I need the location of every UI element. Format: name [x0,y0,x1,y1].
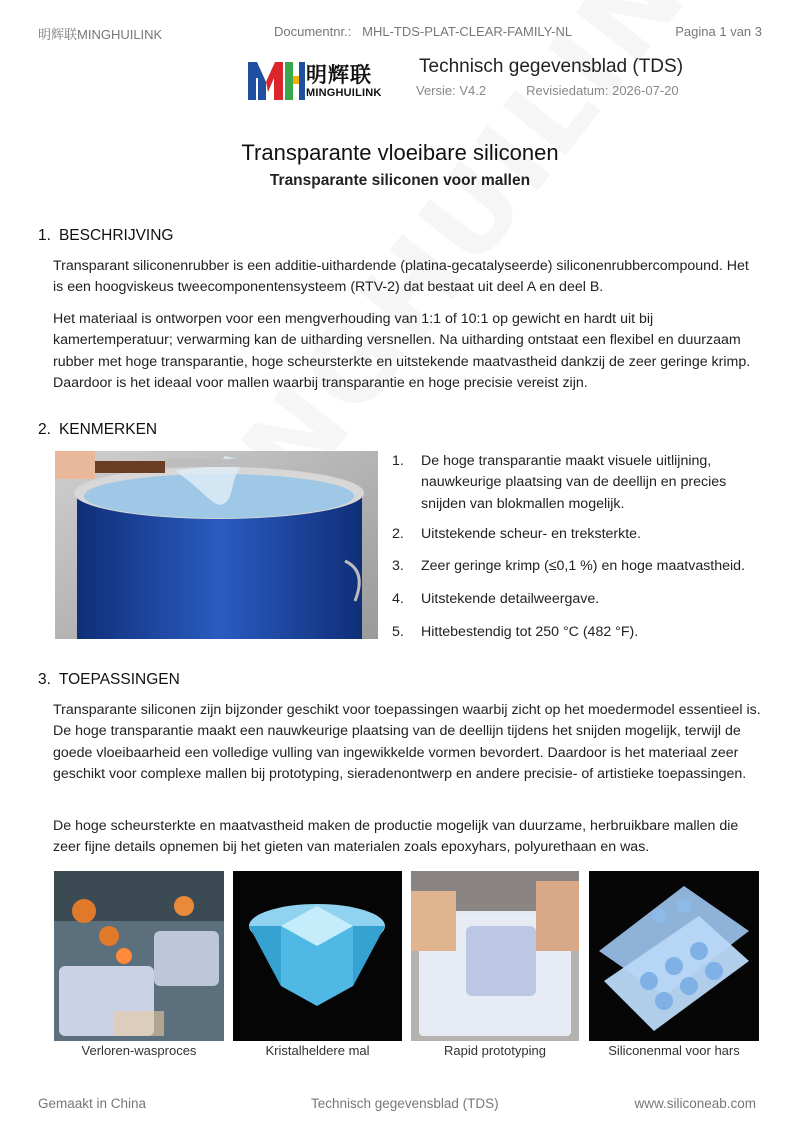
section-title: KENMERKEN [58,421,158,438]
gallery-caption: Rapid prototyping [444,1043,546,1058]
list-item-number: 2. [392,526,404,542]
gallery-photo-rapid-prototyping [411,871,579,1041]
list-item-number: 3. [392,558,404,574]
logo-mark-icon [246,56,306,102]
footer-origin: Gemaakt in China [38,1096,147,1111]
gallery-photo-lost-wax [54,871,224,1041]
section-number: 1. [38,227,51,244]
section-number: 3. [38,671,51,688]
page-title: Transparante vloeibare siliconen [241,140,559,165]
list-item-number: 5. [392,624,404,640]
footer-doc-type: Technisch gegevensblad (TDS) [311,1096,499,1111]
section-title: TOEPASSINGEN [58,671,180,688]
list-item-text: Uitstekende scheur- en treksterkte. [421,526,642,542]
gallery-caption: Siliconenmal voor hars [608,1043,740,1058]
product-photo-bucket [55,451,378,639]
logo-chinese-text: 明辉联 [306,63,372,87]
page-subtitle: Transparante siliconen voor mallen [269,172,531,189]
page-number: Pagina 1 van 3 [675,24,762,39]
section-title: BESCHRIJVING [58,227,174,244]
description-paragraph: Het materiaal is ontworpen voor een mengverhouding van 1:1 of 10:1 op gewicht en hardt uit bij kamertemperatuur; verwarming kan de uitharding versnellen. Na uitharding ontstaat een flexibel en duurzaam rubber met hoge transparantie, hoge scheursterkte en uitstekende maatvastheid dankzij de zeer geringe krimp. Daardoor is het ideaal voor mallen waarbij transparantie en hoge precisie vereist zijn. [53,311,751,391]
gallery-caption: Kristalheldere mal [265,1043,370,1058]
section-heading-features [38,421,157,439]
applications-paragraph: De hoge scheursterkte en maatvastheid maken de productie mogelijk van duurzame, herbruikbare mallen die zeer fijne details opnemen bij het gieten van materialen zoals epoxyhars, polyurethaan en was. [53,818,739,856]
section-heading-description [38,227,174,245]
gallery-caption: Verloren-wasproces [81,1043,197,1058]
document-header [0,52,800,104]
description-paragraph: Transparant siliconenrubber is een additie-uithardende (platina-gecatalyseerde) siliconenrubbercompound. Het is een hoogviskeus tweecomponentensysteem (RTV-2) dat bestaat uit deel A en deel B. [53,258,749,296]
section-heading-applications [38,671,180,689]
company-name: 明辉联MINGHUILINK [38,27,163,42]
document-type-title: Technisch gegevensblad (TDS) [419,56,684,77]
gallery-photo-crystal-mold [233,871,402,1041]
version-label: Versie: V4.2 [416,83,487,98]
section-number: 2. [38,421,51,438]
logo-english-text: MINGHUILINK [306,87,382,99]
page-footer [38,1096,756,1114]
revision-date: Revisiedatum: 2026-07-20 [526,83,679,98]
footer-website-link[interactable]: www.siliconeab.com [634,1096,756,1111]
list-item-text: Zeer geringe krimp (≤0,1 %) en hoge maatvastheid. [421,558,746,574]
list-item-number: 4. [392,591,404,607]
applications-paragraph: Transparante siliconen zijn bijzonder geschikt voor toepassingen waarbij zicht op het moedermodel essentieel is. De hoge transparantie maakt een nauwkeurige plaatsing van de deellijn tijdens het snijden mogelijk, terwijl de goede vloeibaarheid een volledige vulling van ingewikkelde vormen bevordert. Daardoor is het materiaal zeer geschikt voor complexe mallen bij prototyping, sieradenontwerp en andere precisie- of artistieke toepassingen. [53,702,761,782]
gallery-photo-resin-mold [589,871,759,1041]
document-number: Documentnr.: MHL-TDS-PLAT-CLEAR-FAMILY-NL [274,24,573,39]
company-logo [246,56,406,102]
list-item-text: Uitstekende detailweergave. [421,591,600,607]
list-item-text: Hittebestendig tot 250 °C (482 °F). [421,624,639,640]
top-bar [38,24,762,42]
list-item-text: De hoge transparantie maakt visuele uitlijning, nauwkeurige plaatsing van de deellijn en precies snijden van blokmallen mogelijk. [421,453,727,512]
list-item-number: 1. [392,453,404,469]
document-meta [416,83,679,98]
